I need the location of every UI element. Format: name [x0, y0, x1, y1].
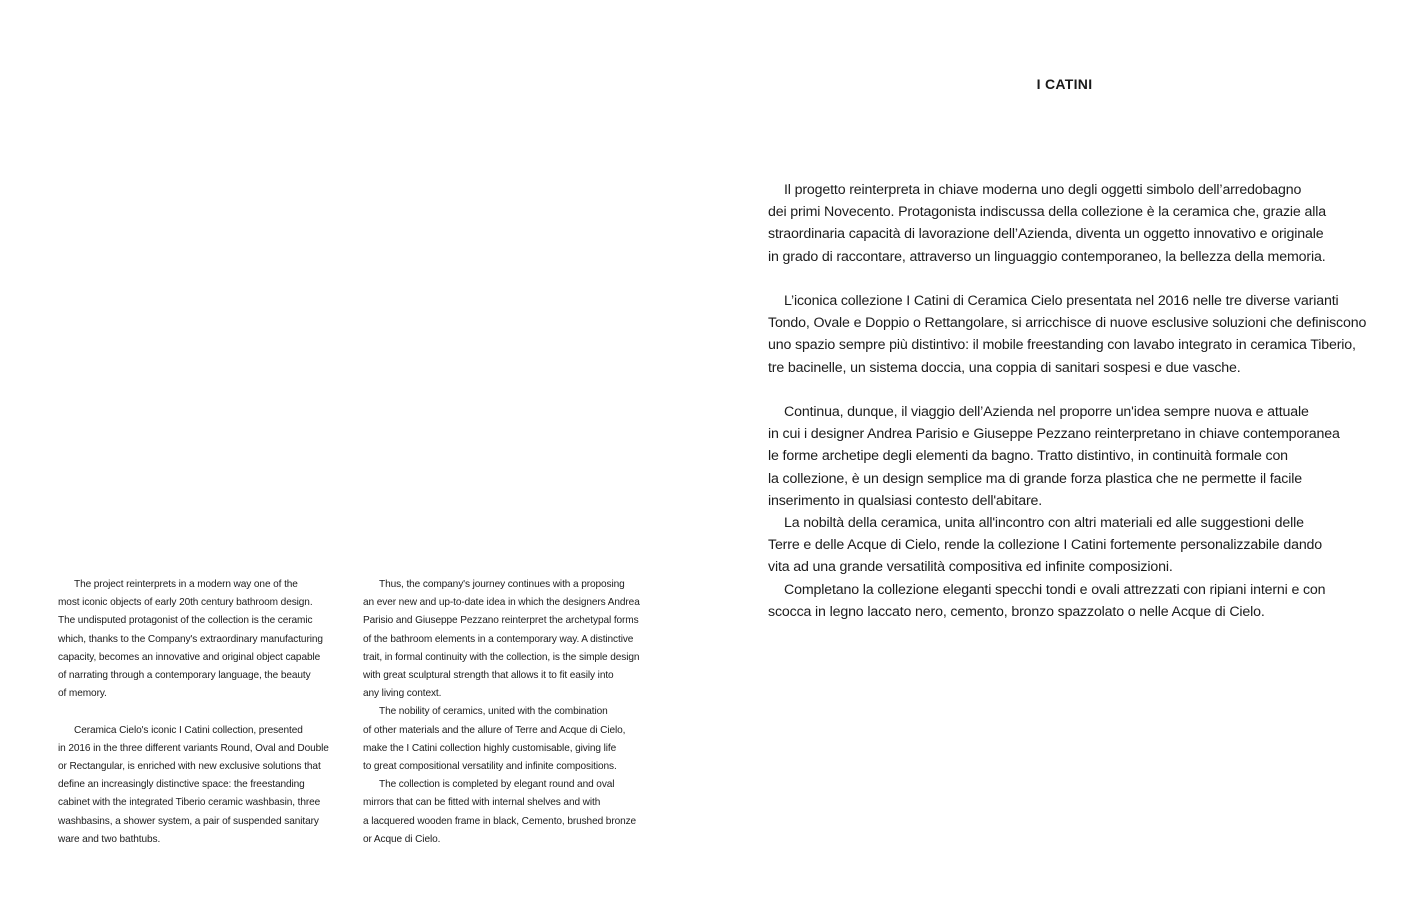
- text-line: Terre e delle Acque di Cielo, rende la collezione I Catini fortemente personalizzabile dando: [768, 537, 1323, 554]
- text-line: or Acque di Cielo.: [363, 833, 441, 845]
- text-line: The project reinterprets in a modern way one of the: [74, 579, 298, 590]
- paragraph: [768, 579, 1368, 623]
- text-line: tre bacinelle, un sistema doccia, una coppia di sanitari sospesi e due vasche.: [768, 359, 1241, 376]
- text-line: in grado di raccontare, attraverso un linguaggio contemporaneo, la bellezza della memoria.: [768, 248, 1326, 265]
- paragraph: [58, 722, 350, 849]
- text-line: dei primi Novecento. Protagonista indiscussa della collezione è la ceramica che, grazie alla: [768, 204, 1326, 221]
- text-line: most iconic objects of early 20th century bathroom design.: [58, 597, 313, 609]
- italian-body: [768, 179, 1368, 623]
- text-line: inserimento in qualsiasi contesto dell'abitare.: [768, 492, 1043, 509]
- text-line: uno spazio sempre più distintivo: il mobile freestanding con lavabo integrato in ceramica Tiberio,: [768, 337, 1356, 354]
- text-line: straordinaria capacità di lavorazione dell’Azienda, diventa un oggetto innovativo e originale: [768, 226, 1324, 243]
- text-line: in cui i designer Andrea Parisio e Giuseppe Pezzano reinterpretano in chiave contemporanea: [768, 426, 1340, 443]
- right-page: [710, 0, 1420, 904]
- text-line: of memory.: [58, 688, 107, 700]
- text-line: vita ad una grande versatilità compositiva ed infinite composizioni.: [768, 559, 1173, 576]
- text-line: to great compositional versatility and infinite compositions.: [363, 761, 617, 773]
- paragraph: [363, 703, 655, 776]
- text-line: Tondo, Ovale e Doppio o Rettangolare, si arricchisce di nuove esclusive soluzioni che definiscono: [768, 315, 1367, 332]
- text-line: Thus, the company's journey continues with a proposing: [379, 579, 625, 590]
- text-line: a lacquered wooden frame in black, Cemento, brushed bronze: [363, 815, 637, 827]
- text-line: of the bathroom elements in a contemporary way. A distinctive: [363, 633, 634, 645]
- text-line: in 2016 in the three different variants Round, Oval and Double: [58, 742, 329, 754]
- text-line: any living context.: [363, 688, 442, 700]
- text-line: trait, in formal continuity with the collection, is the simple design: [363, 651, 640, 663]
- paragraph: [363, 776, 655, 849]
- text-line: The collection is completed by elegant round and oval: [379, 779, 615, 791]
- text-line: define an increasingly distinctive space: the freestanding: [58, 779, 305, 791]
- paragraph: [768, 401, 1368, 512]
- paragraph: [363, 576, 655, 703]
- paragraph: [768, 290, 1368, 379]
- text-line: The undisputed protagonist of the collection is the ceramic: [58, 615, 313, 627]
- text-line: or Rectangular, is enriched with new exclusive solutions that: [58, 761, 321, 773]
- text-line: L’iconica collezione I Catini di Ceramica Cielo presentata nel 2016 nelle tre diverse varianti: [784, 293, 1339, 309]
- text-line: capacity, becomes an innovative and original object capable: [58, 651, 321, 663]
- text-line: la collezione, è un design semplice ma di grande forza plastica che ne permette il facile: [768, 470, 1302, 487]
- page-title-text: I CATINI: [1036, 76, 1093, 92]
- english-column-2: [363, 576, 655, 849]
- paragraph: [768, 179, 1368, 268]
- text-line: Completano la collezione eleganti specchi tondi e ovali attrezzati con ripiani interni e con: [784, 581, 1326, 598]
- paragraph: [768, 512, 1368, 579]
- text-line: of other materials and the allure of Terre and Acque di Cielo,: [363, 724, 626, 736]
- text-line: le forme archetipe degli elementi da bagno. Tratto distintivo, in continuità formale con: [768, 448, 1288, 465]
- text-line: mirrors that can be fitted with internal shelves and with: [363, 797, 601, 809]
- text-line: with great sculptural strength that allows it to fit easily into: [363, 670, 614, 682]
- text-line: Il progetto reinterpreta in chiave moderna uno degli oggetti simbolo dell’arredobagno: [784, 182, 1302, 198]
- text-line: ware and two bathtubs.: [58, 833, 161, 845]
- page-title: [710, 76, 1420, 92]
- paragraph: [58, 576, 350, 703]
- text-line: Continua, dunque, il viaggio dell’Azienda nel proporre un'idea sempre nuova e attuale: [784, 404, 1309, 420]
- text-line: Ceramica Cielo's iconic I Catini collection, presented: [74, 724, 303, 736]
- text-line: an ever new and up-to-date idea in which the designers Andrea: [363, 597, 640, 609]
- text-line: cabinet with the integrated Tiberio ceramic washbasin, three: [58, 797, 321, 809]
- english-column-1: [58, 576, 350, 849]
- text-line: Parisio and Giuseppe Pezzano reinterpret the archetypal forms: [363, 615, 639, 627]
- text-line: scocca in legno laccato nero, cemento, bronzo spazzolato o nelle Acque di Cielo.: [768, 603, 1265, 620]
- text-line: washbasins, a shower system, a pair of suspended sanitary: [58, 815, 319, 827]
- text-line: of narrating through a contemporary language, the beauty: [58, 670, 311, 682]
- text-line: which, thanks to the Company's extraordinary manufacturing: [58, 633, 323, 645]
- text-line: make the I Catini collection highly customisable, giving life: [363, 742, 617, 754]
- text-line: La nobiltà della ceramica, unita all'incontro con altri materiali ed alle suggestioni delle: [784, 515, 1304, 532]
- text-line: The nobility of ceramics, united with the combination: [379, 706, 608, 718]
